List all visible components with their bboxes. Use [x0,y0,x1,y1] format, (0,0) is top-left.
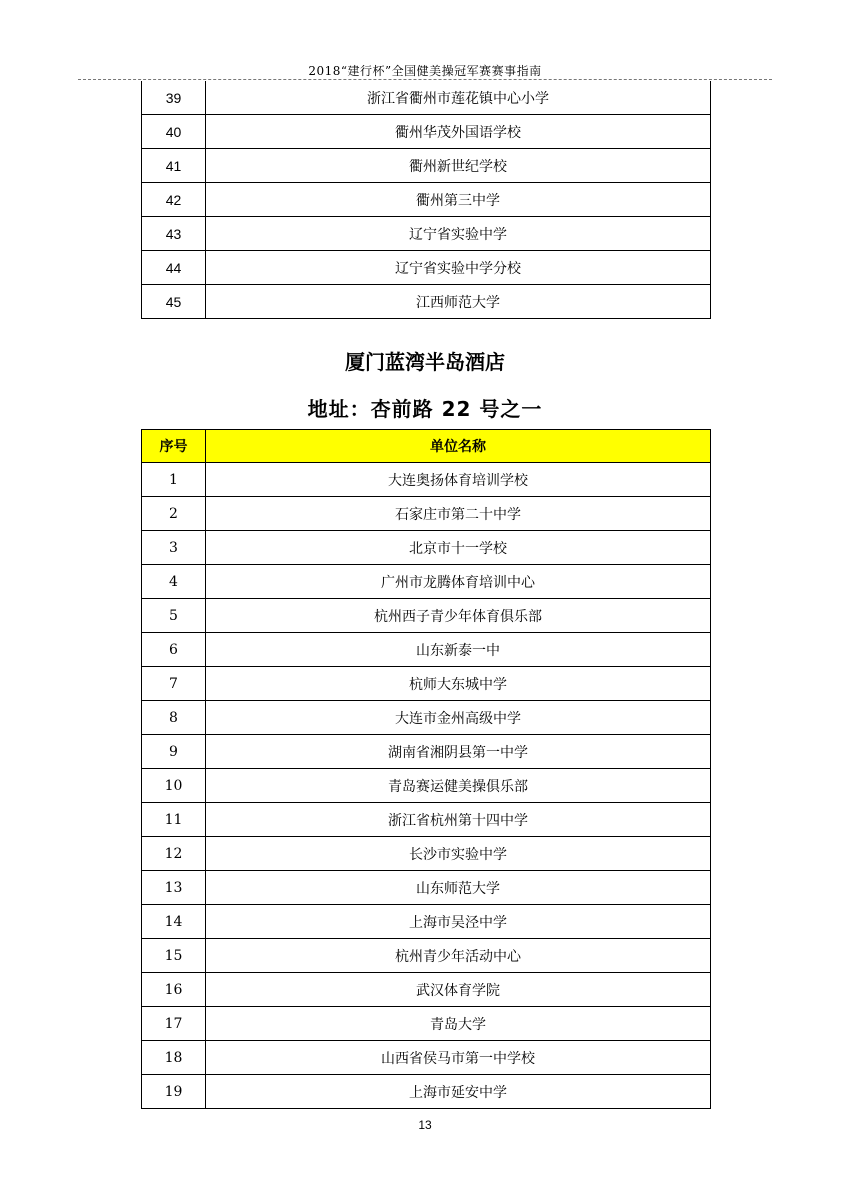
unit-name-cell: 辽宁省实验中学分校 [206,251,711,285]
table-row [142,701,711,735]
table-row [142,769,711,803]
hotel-unit-table [141,429,711,1109]
page-number: 13 [418,1118,432,1132]
serial-number-cell: 12 [142,837,206,871]
serial-number-cell: 2 [142,497,206,531]
unit-name-cell: 石家庄市第二十中学 [206,497,711,531]
unit-name-cell: 山西省侯马市第一中学校 [206,1041,711,1075]
unit-name-cell: 大连市金州高级中学 [206,701,711,735]
table-row [142,1007,711,1041]
table-row [142,735,711,769]
continued-unit-table-body [142,81,711,319]
unit-name-cell: 杭州西子青少年体育俱乐部 [206,599,711,633]
continued-unit-table [141,81,711,319]
table-row [142,217,711,251]
table-row [142,251,711,285]
serial-number-cell: 10 [142,769,206,803]
serial-number-cell: 4 [142,565,206,599]
serial-number-cell: 15 [142,939,206,973]
table-row [142,149,711,183]
serial-number-cell: 43 [142,217,206,251]
table-row [142,905,711,939]
unit-name-cell: 杭州青少年活动中心 [206,939,711,973]
unit-name-cell: 上海市延安中学 [206,1075,711,1109]
table-row [142,497,711,531]
unit-name-cell: 长沙市实验中学 [206,837,711,871]
unit-name-cell: 北京市十一学校 [206,531,711,565]
table-row [142,115,711,149]
unit-name-cell: 大连奥扬体育培训学校 [206,463,711,497]
table-row [142,871,711,905]
serial-number-cell: 19 [142,1075,206,1109]
unit-name-cell: 衢州新世纪学校 [206,149,711,183]
table-row [142,599,711,633]
header-divider [78,79,772,80]
serial-number-cell: 14 [142,905,206,939]
table-row [142,1075,711,1109]
serial-number-cell: 13 [142,871,206,905]
unit-name-cell: 广州市龙腾体育培训中心 [206,565,711,599]
serial-number-cell: 5 [142,599,206,633]
unit-name-cell: 浙江省杭州第十四中学 [206,803,711,837]
unit-name-cell: 衢州华茂外国语学校 [206,115,711,149]
header-unit-name: 单位名称 [206,430,711,463]
table-row [142,973,711,1007]
serial-number-cell: 42 [142,183,206,217]
table-row [142,81,711,115]
serial-number-cell: 18 [142,1041,206,1075]
unit-name-cell: 武汉体育学院 [206,973,711,1007]
table-row [142,667,711,701]
unit-name-cell: 杭师大东城中学 [206,667,711,701]
serial-number-cell: 40 [142,115,206,149]
serial-number-cell: 45 [142,285,206,319]
table-row [142,837,711,871]
table-header-row [142,430,711,463]
unit-name-cell: 辽宁省实验中学 [206,217,711,251]
serial-number-cell: 16 [142,973,206,1007]
unit-name-cell: 江西师范大学 [206,285,711,319]
serial-number-cell: 41 [142,149,206,183]
table-row [142,463,711,497]
hotel-name-heading: 厦门蓝湾半岛酒店 [345,350,505,374]
table-row [142,633,711,667]
serial-number-cell: 6 [142,633,206,667]
table-row [142,285,711,319]
unit-name-cell: 青岛大学 [206,1007,711,1041]
table-row [142,183,711,217]
header-serial-number: 序号 [142,430,206,463]
unit-name-cell: 山东新泰一中 [206,633,711,667]
unit-name-cell: 衢州第三中学 [206,183,711,217]
serial-number-cell: 3 [142,531,206,565]
serial-number-cell: 44 [142,251,206,285]
unit-name-cell: 山东师范大学 [206,871,711,905]
serial-number-cell: 8 [142,701,206,735]
serial-number-cell: 17 [142,1007,206,1041]
serial-number-cell: 7 [142,667,206,701]
serial-number-cell: 9 [142,735,206,769]
unit-name-cell: 上海市吴泾中学 [206,905,711,939]
serial-number-cell: 11 [142,803,206,837]
table-row [142,1041,711,1075]
unit-name-cell: 青岛赛运健美操俱乐部 [206,769,711,803]
unit-name-cell: 湖南省湘阴县第一中学 [206,735,711,769]
serial-number-cell: 39 [142,81,206,115]
unit-name-cell: 浙江省衢州市莲花镇中心小学 [206,81,711,115]
table-row [142,531,711,565]
serial-number-cell: 1 [142,463,206,497]
running-header: 2018“建行杯”全国健美操冠军赛赛事指南 [308,64,542,78]
table-row [142,939,711,973]
table-row [142,803,711,837]
hotel-address-heading: 地址：杏前路 22 号之一 [307,397,543,421]
hotel-unit-table-body [142,430,711,1109]
table-row [142,565,711,599]
